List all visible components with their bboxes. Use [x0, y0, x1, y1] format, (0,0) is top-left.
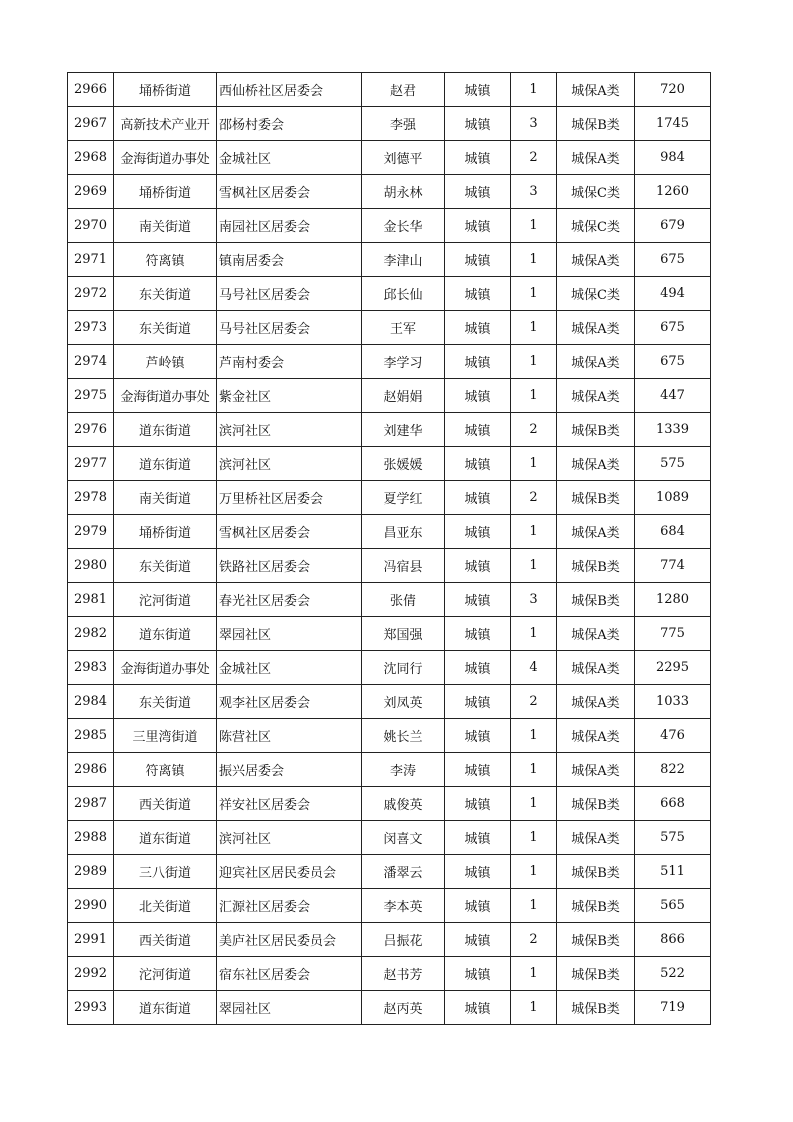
- amount-cell: 511: [635, 855, 711, 889]
- table-row: [68, 413, 711, 447]
- person-name-cell: 潘翠云: [362, 855, 445, 889]
- insurance-class-cell: 城保A类: [557, 685, 635, 719]
- amount-cell: 565: [635, 889, 711, 923]
- household-type-cell: 城镇: [445, 549, 511, 583]
- insurance-class-cell: 城保C类: [557, 209, 635, 243]
- household-type-cell: 城镇: [445, 243, 511, 277]
- serial-number-cell: 2982: [68, 617, 114, 651]
- person-name-cell: 赵君: [362, 73, 445, 107]
- street-cell: 道东街道: [114, 617, 217, 651]
- table-row: [68, 311, 711, 345]
- table-row: [68, 175, 711, 209]
- member-count-cell: 2: [511, 685, 557, 719]
- insurance-class-cell: 城保A类: [557, 379, 635, 413]
- amount-cell: 684: [635, 515, 711, 549]
- insurance-class-cell: 城保B类: [557, 481, 635, 515]
- insurance-class-cell: 城保A类: [557, 243, 635, 277]
- serial-number-cell: 2974: [68, 345, 114, 379]
- insurance-class-cell: 城保C类: [557, 277, 635, 311]
- community-cell: 金城社区: [217, 651, 362, 685]
- serial-number-cell: 2972: [68, 277, 114, 311]
- insurance-class-cell: 城保B类: [557, 855, 635, 889]
- person-name-cell: 冯宿县: [362, 549, 445, 583]
- community-cell: 万里桥社区居委会: [217, 481, 362, 515]
- household-type-cell: 城镇: [445, 991, 511, 1025]
- community-cell: 金城社区: [217, 141, 362, 175]
- table-row: [68, 719, 711, 753]
- street-cell: 西关街道: [114, 787, 217, 821]
- serial-number-cell: 2992: [68, 957, 114, 991]
- member-count-cell: 1: [511, 719, 557, 753]
- amount-cell: 2295: [635, 651, 711, 685]
- table-row: [68, 515, 711, 549]
- insurance-class-cell: 城保A类: [557, 515, 635, 549]
- community-cell: 迎宾社区居民委员会: [217, 855, 362, 889]
- household-type-cell: 城镇: [445, 515, 511, 549]
- insurance-class-cell: 城保A类: [557, 141, 635, 175]
- insurance-class-cell: 城保B类: [557, 583, 635, 617]
- street-cell: 东关街道: [114, 311, 217, 345]
- household-type-cell: 城镇: [445, 957, 511, 991]
- community-cell: 镇南居委会: [217, 243, 362, 277]
- person-name-cell: 刘建华: [362, 413, 445, 447]
- street-cell: 道东街道: [114, 991, 217, 1025]
- insurance-class-cell: 城保A类: [557, 73, 635, 107]
- member-count-cell: 1: [511, 379, 557, 413]
- table-body: [68, 73, 711, 1025]
- insurance-class-cell: 城保B类: [557, 413, 635, 447]
- household-type-cell: 城镇: [445, 73, 511, 107]
- amount-cell: 447: [635, 379, 711, 413]
- serial-number-cell: 2985: [68, 719, 114, 753]
- member-count-cell: 1: [511, 991, 557, 1025]
- household-type-cell: 城镇: [445, 787, 511, 821]
- member-count-cell: 1: [511, 73, 557, 107]
- serial-number-cell: 2973: [68, 311, 114, 345]
- street-cell: 西关街道: [114, 923, 217, 957]
- serial-number-cell: 2967: [68, 107, 114, 141]
- insurance-class-cell: 城保A类: [557, 311, 635, 345]
- member-count-cell: 1: [511, 447, 557, 481]
- member-count-cell: 1: [511, 209, 557, 243]
- community-cell: 南园社区居委会: [217, 209, 362, 243]
- street-cell: 东关街道: [114, 549, 217, 583]
- serial-number-cell: 2984: [68, 685, 114, 719]
- insurance-class-cell: 城保A类: [557, 651, 635, 685]
- amount-cell: 476: [635, 719, 711, 753]
- person-name-cell: 闵喜文: [362, 821, 445, 855]
- person-name-cell: 金长华: [362, 209, 445, 243]
- community-cell: 祥安社区居委会: [217, 787, 362, 821]
- street-cell: 埇桥街道: [114, 175, 217, 209]
- household-type-cell: 城镇: [445, 413, 511, 447]
- member-count-cell: 1: [511, 243, 557, 277]
- member-count-cell: 1: [511, 311, 557, 345]
- amount-cell: 719: [635, 991, 711, 1025]
- member-count-cell: 1: [511, 549, 557, 583]
- street-cell: 道东街道: [114, 447, 217, 481]
- household-type-cell: 城镇: [445, 753, 511, 787]
- person-name-cell: 赵娟娟: [362, 379, 445, 413]
- street-cell: 金海街道办事处: [114, 651, 217, 685]
- serial-number-cell: 2971: [68, 243, 114, 277]
- household-type-cell: 城镇: [445, 447, 511, 481]
- person-name-cell: 戚俊英: [362, 787, 445, 821]
- insurance-class-cell: 城保B类: [557, 991, 635, 1025]
- street-cell: 金海街道办事处: [114, 141, 217, 175]
- household-type-cell: 城镇: [445, 379, 511, 413]
- amount-cell: 822: [635, 753, 711, 787]
- insurance-class-cell: 城保B类: [557, 549, 635, 583]
- table-row: [68, 617, 711, 651]
- insurance-class-cell: 城保B类: [557, 923, 635, 957]
- serial-number-cell: 2978: [68, 481, 114, 515]
- community-cell: 芦南村委会: [217, 345, 362, 379]
- person-name-cell: 李津山: [362, 243, 445, 277]
- community-cell: 滨河社区: [217, 413, 362, 447]
- insurance-class-cell: 城保A类: [557, 821, 635, 855]
- serial-number-cell: 2975: [68, 379, 114, 413]
- table-row: [68, 855, 711, 889]
- member-count-cell: 1: [511, 277, 557, 311]
- table-row: [68, 277, 711, 311]
- serial-number-cell: 2983: [68, 651, 114, 685]
- table-row: [68, 923, 711, 957]
- serial-number-cell: 2977: [68, 447, 114, 481]
- street-cell: 道东街道: [114, 821, 217, 855]
- person-name-cell: 沈同行: [362, 651, 445, 685]
- insurance-class-cell: 城保B类: [557, 787, 635, 821]
- person-name-cell: 刘德平: [362, 141, 445, 175]
- table-row: [68, 209, 711, 243]
- community-cell: 紫金社区: [217, 379, 362, 413]
- person-name-cell: 张倩: [362, 583, 445, 617]
- person-name-cell: 夏学红: [362, 481, 445, 515]
- community-cell: 翠园社区: [217, 991, 362, 1025]
- street-cell: 埇桥街道: [114, 515, 217, 549]
- serial-number-cell: 2986: [68, 753, 114, 787]
- amount-cell: 675: [635, 345, 711, 379]
- insurance-class-cell: 城保A类: [557, 719, 635, 753]
- community-cell: 邵杨村委会: [217, 107, 362, 141]
- member-count-cell: 2: [511, 481, 557, 515]
- amount-cell: 675: [635, 311, 711, 345]
- community-cell: 滨河社区: [217, 821, 362, 855]
- amount-cell: 494: [635, 277, 711, 311]
- serial-number-cell: 2989: [68, 855, 114, 889]
- amount-cell: 984: [635, 141, 711, 175]
- member-count-cell: 1: [511, 345, 557, 379]
- household-type-cell: 城镇: [445, 345, 511, 379]
- person-name-cell: 刘凤英: [362, 685, 445, 719]
- community-cell: 滨河社区: [217, 447, 362, 481]
- person-name-cell: 郑国强: [362, 617, 445, 651]
- table-row: [68, 243, 711, 277]
- household-type-cell: 城镇: [445, 821, 511, 855]
- table-row: [68, 141, 711, 175]
- amount-cell: 775: [635, 617, 711, 651]
- relief-recipient-table: [67, 72, 711, 1025]
- amount-cell: 675: [635, 243, 711, 277]
- community-cell: 振兴居委会: [217, 753, 362, 787]
- street-cell: 芦岭镇: [114, 345, 217, 379]
- household-type-cell: 城镇: [445, 855, 511, 889]
- amount-cell: 668: [635, 787, 711, 821]
- member-count-cell: 3: [511, 107, 557, 141]
- serial-number-cell: 2968: [68, 141, 114, 175]
- person-name-cell: 赵丙英: [362, 991, 445, 1025]
- table-row: [68, 753, 711, 787]
- community-cell: 宿东社区居委会: [217, 957, 362, 991]
- table-row: [68, 685, 711, 719]
- amount-cell: 575: [635, 447, 711, 481]
- serial-number-cell: 2981: [68, 583, 114, 617]
- community-cell: 观李社区居委会: [217, 685, 362, 719]
- serial-number-cell: 2988: [68, 821, 114, 855]
- amount-cell: 1260: [635, 175, 711, 209]
- table-row: [68, 107, 711, 141]
- table-row: [68, 787, 711, 821]
- serial-number-cell: 2993: [68, 991, 114, 1025]
- member-count-cell: 1: [511, 753, 557, 787]
- table-row: [68, 379, 711, 413]
- street-cell: 三八街道: [114, 855, 217, 889]
- insurance-class-cell: 城保C类: [557, 175, 635, 209]
- table-row: [68, 991, 711, 1025]
- street-cell: 金海街道办事处: [114, 379, 217, 413]
- street-cell: 符离镇: [114, 243, 217, 277]
- person-name-cell: 李学习: [362, 345, 445, 379]
- amount-cell: 866: [635, 923, 711, 957]
- amount-cell: 1280: [635, 583, 711, 617]
- member-count-cell: 1: [511, 821, 557, 855]
- community-cell: 陈营社区: [217, 719, 362, 753]
- household-type-cell: 城镇: [445, 481, 511, 515]
- person-name-cell: 李本英: [362, 889, 445, 923]
- member-count-cell: 2: [511, 141, 557, 175]
- table-row: [68, 889, 711, 923]
- serial-number-cell: 2970: [68, 209, 114, 243]
- street-cell: 符离镇: [114, 753, 217, 787]
- community-cell: 西仙桥社区居委会: [217, 73, 362, 107]
- street-cell: 三里湾街道: [114, 719, 217, 753]
- person-name-cell: 李强: [362, 107, 445, 141]
- member-count-cell: 1: [511, 515, 557, 549]
- street-cell: 沱河街道: [114, 957, 217, 991]
- member-count-cell: 1: [511, 617, 557, 651]
- household-type-cell: 城镇: [445, 617, 511, 651]
- person-name-cell: 姚长兰: [362, 719, 445, 753]
- household-type-cell: 城镇: [445, 923, 511, 957]
- street-cell: 南关街道: [114, 209, 217, 243]
- table-row: [68, 345, 711, 379]
- street-cell: 北关街道: [114, 889, 217, 923]
- person-name-cell: 李涛: [362, 753, 445, 787]
- serial-number-cell: 2976: [68, 413, 114, 447]
- member-count-cell: 2: [511, 923, 557, 957]
- street-cell: 沱河街道: [114, 583, 217, 617]
- serial-number-cell: 2980: [68, 549, 114, 583]
- amount-cell: 575: [635, 821, 711, 855]
- table-row: [68, 583, 711, 617]
- person-name-cell: 昌亚东: [362, 515, 445, 549]
- amount-cell: 1089: [635, 481, 711, 515]
- household-type-cell: 城镇: [445, 719, 511, 753]
- household-type-cell: 城镇: [445, 583, 511, 617]
- person-name-cell: 赵书芳: [362, 957, 445, 991]
- member-count-cell: 2: [511, 413, 557, 447]
- insurance-class-cell: 城保A类: [557, 753, 635, 787]
- person-name-cell: 邱长仙: [362, 277, 445, 311]
- table-row: [68, 821, 711, 855]
- household-type-cell: 城镇: [445, 175, 511, 209]
- street-cell: 高新技术产业开: [114, 107, 217, 141]
- community-cell: 翠园社区: [217, 617, 362, 651]
- household-type-cell: 城镇: [445, 209, 511, 243]
- serial-number-cell: 2991: [68, 923, 114, 957]
- serial-number-cell: 2966: [68, 73, 114, 107]
- household-type-cell: 城镇: [445, 651, 511, 685]
- street-cell: 道东街道: [114, 413, 217, 447]
- community-cell: 马号社区居委会: [217, 311, 362, 345]
- person-name-cell: 吕振花: [362, 923, 445, 957]
- insurance-class-cell: 城保B类: [557, 107, 635, 141]
- member-count-cell: 3: [511, 583, 557, 617]
- serial-number-cell: 2987: [68, 787, 114, 821]
- street-cell: 南关街道: [114, 481, 217, 515]
- table-row: [68, 957, 711, 991]
- amount-cell: 1339: [635, 413, 711, 447]
- street-cell: 东关街道: [114, 277, 217, 311]
- community-cell: 马号社区居委会: [217, 277, 362, 311]
- member-count-cell: 4: [511, 651, 557, 685]
- table-row: [68, 651, 711, 685]
- table-row: [68, 549, 711, 583]
- amount-cell: 522: [635, 957, 711, 991]
- insurance-class-cell: 城保A类: [557, 617, 635, 651]
- table-row: [68, 447, 711, 481]
- community-cell: 铁路社区居委会: [217, 549, 362, 583]
- insurance-class-cell: 城保B类: [557, 889, 635, 923]
- amount-cell: 1745: [635, 107, 711, 141]
- household-type-cell: 城镇: [445, 107, 511, 141]
- household-type-cell: 城镇: [445, 277, 511, 311]
- member-count-cell: 1: [511, 957, 557, 991]
- serial-number-cell: 2969: [68, 175, 114, 209]
- community-cell: 美庐社区居民委员会: [217, 923, 362, 957]
- table-row: [68, 73, 711, 107]
- person-name-cell: 王军: [362, 311, 445, 345]
- community-cell: 雪枫社区居委会: [217, 515, 362, 549]
- community-cell: 雪枫社区居委会: [217, 175, 362, 209]
- household-type-cell: 城镇: [445, 141, 511, 175]
- person-name-cell: 张媛媛: [362, 447, 445, 481]
- insurance-class-cell: 城保B类: [557, 957, 635, 991]
- community-cell: 春光社区居委会: [217, 583, 362, 617]
- member-count-cell: 1: [511, 855, 557, 889]
- person-name-cell: 胡永林: [362, 175, 445, 209]
- table-row: [68, 481, 711, 515]
- amount-cell: 1033: [635, 685, 711, 719]
- household-type-cell: 城镇: [445, 889, 511, 923]
- amount-cell: 720: [635, 73, 711, 107]
- serial-number-cell: 2979: [68, 515, 114, 549]
- street-cell: 埇桥街道: [114, 73, 217, 107]
- amount-cell: 774: [635, 549, 711, 583]
- household-type-cell: 城镇: [445, 685, 511, 719]
- amount-cell: 679: [635, 209, 711, 243]
- insurance-class-cell: 城保A类: [557, 345, 635, 379]
- insurance-class-cell: 城保A类: [557, 447, 635, 481]
- household-type-cell: 城镇: [445, 311, 511, 345]
- member-count-cell: 3: [511, 175, 557, 209]
- member-count-cell: 1: [511, 889, 557, 923]
- street-cell: 东关街道: [114, 685, 217, 719]
- community-cell: 汇源社区居委会: [217, 889, 362, 923]
- member-count-cell: 1: [511, 787, 557, 821]
- serial-number-cell: 2990: [68, 889, 114, 923]
